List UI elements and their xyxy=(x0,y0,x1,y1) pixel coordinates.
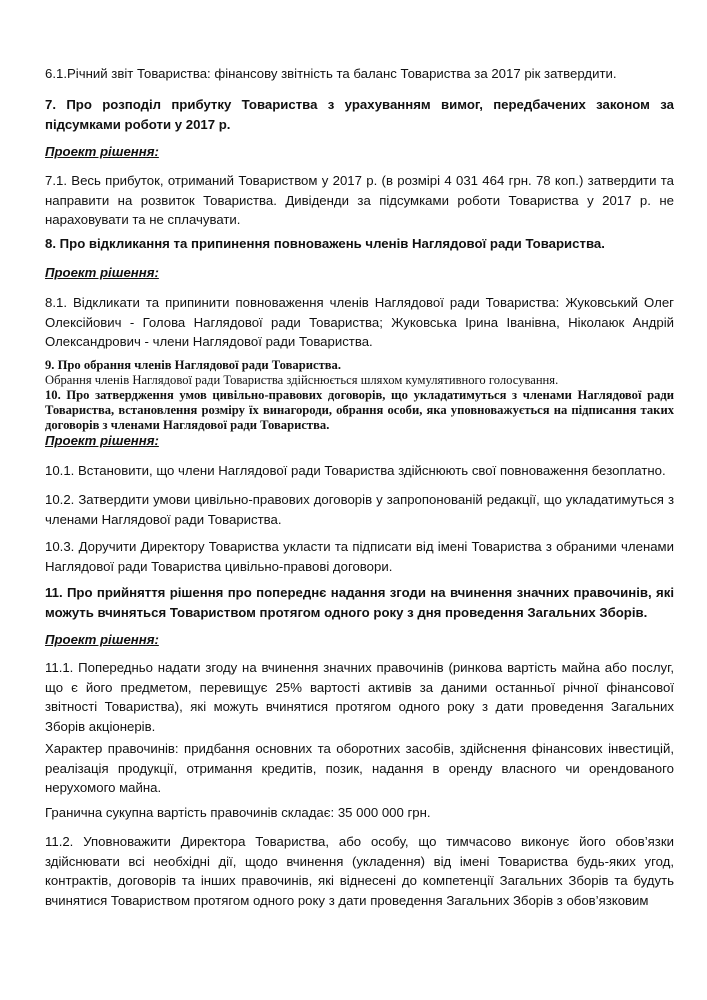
heading-8: 8. Про відкликання та припинення повноважень членів Наглядової ради Товариства. xyxy=(45,236,605,251)
heading-10: 10. Про затвердження умов цивільно-правових договорів, що укладатимуться з членами Наглядової ради Товариства, встановлення розміру їх винагороди, обрання особи, яка уповноважується на підписання таких договорів з членами Наглядової ради Товариства. xyxy=(45,388,674,433)
paragraph-8-1: 8.1. Відкликати та припинити повноваження членів Наглядової ради Товариства: Жуковський Олег Олексійович - Голова Наглядової ради Товариства; Жуковська Ірина Іванівна, Ніколаюк Андрій Олександрович - члени Наглядової ради Товариства. xyxy=(45,295,674,349)
paragraph-10-1: 10.1. Встановити, що члени Наглядової ради Товариства здійснюють свої повноваження безоплатно. xyxy=(45,463,666,478)
paragraph-10-3: 10.3. Доручити Директору Товариства укласти та підписати від імені Товариства з обраними членами Наглядової ради Товариства цивільно-правові договори. xyxy=(45,539,674,574)
heading-11: 11. Про прийняття рішення про попереднє надання згоди на вчинення значних правочинів, які можуть вчиняться Товариством протягом одного року з дня проведення Загальних Зборів. xyxy=(45,585,674,620)
project-decision-label-7: Проект рішення: xyxy=(45,144,159,159)
paragraph-transactions-character: Характер правочинів: придбання основних та оборотних засобів, здійснення фінансових інвестицій, реалізація продукції, отримання кредитів, позик, надання в оренду власного чи орендованого нерухомого майна. xyxy=(45,741,674,795)
paragraph-10-2: 10.2. Затвердити умови цивільно-правових договорів у запропонованій редакції, що укладатимуться з членами Наглядової ради Товариства. xyxy=(45,492,674,527)
paragraph-limit-value: Гранична сукупна вартість правочинів складає: 35 000 000 грн. xyxy=(45,805,431,820)
heading-9: 9. Про обрання членів Наглядової ради Товариства. xyxy=(45,358,342,372)
project-decision-label-10: Проект рішення: xyxy=(45,433,159,448)
project-decision-label-8: Проект рішення: xyxy=(45,265,159,280)
paragraph-9-text: Обрання членів Наглядової ради Товариства здійснюється шляхом кумулятивного голосування. xyxy=(45,373,559,387)
heading-7: 7. Про розподіл прибутку Товариства з урахуванням вимог, передбачених законом за підсумками роботи у 2017 р. xyxy=(45,97,674,132)
paragraph-11-1: 11.1. Попередньо надати згоду на вчинення значних правочинів (ринкова вартість майна або послуг, що є його предметом, перевищує 25% вартості активів за даними останньої річної фінансової звітності Товариства), які можуть вчинятися протягом одного року з дати проведення Загальних Зборів акціонерів. xyxy=(45,660,674,734)
paragraph-11-2: 11.2. Уповноважити Директора Товариства, або особу, що тимчасово виконує його обов’язки здійснювати всі необхідні дії, щодо вчинення (укладення) від імені Товариства будь-яких угод, контрактів, договорів та інших правочинів, які віднесені до компетенції Загальних Зборів та будуть вчинятися Товариством протягом одного року з дати проведення Загальних Зборів з обов’язковим xyxy=(45,834,674,908)
project-decision-label-11: Проект рішення: xyxy=(45,632,159,647)
paragraph-7-1: 7.1. Весь прибуток, отриманий Товариством у 2017 р. (в розмірі 4 031 464 грн. 78 коп.) затвердити та направити на розвиток Товариства. Дивіденди за підсумками роботи Товариства у 2017 р. не нараховувати та не сплачувати. xyxy=(45,173,674,227)
paragraph-6-1: 6.1.Річний звіт Товариства: фінансову звітність та баланс Товариства за 2017 рік затвердити. xyxy=(45,66,617,81)
